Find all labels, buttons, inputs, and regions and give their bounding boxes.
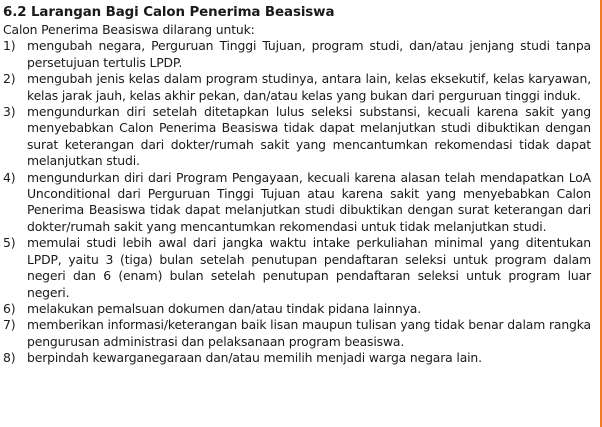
list-item <box>3 170 591 236</box>
list-item-text: mengubah jenis kelas dalam program studinya, antara lain, kelas eksekutif, kelas karyawan, kelas jarak jauh, kelas akhir pekan, dan/atau kelas yang bukan dari perguruan tinggi induk. <box>27 71 591 103</box>
list-item-text: mengubah negara, Perguruan Tinggi Tujuan, program studi, dan/atau jenjang studi tanpa persetujuan tertulis LPDP. <box>27 38 591 70</box>
list-item-text: mengundurkan diri setelah ditetapkan lulus seleksi substansi, kecuali karena sakit yang menyebabkan Calon Penerima Beasiswa tidak dapat melanjutkan studi dibuktikan dengan surat keterangan dari dokter/rumah sakit yang mencantumkan rekomendasi tidak dapat melanjutkan studi. <box>27 104 591 169</box>
list-item <box>3 104 591 170</box>
list-item-text: memulai studi lebih awal dari jangka waktu intake perkuliahan minimal yang ditentukan LPDP, yaitu 3 (tiga) bulan setelah penutupan pendaftaran seleksi untuk program dalam negeri dan 6 (enam) bulan setelah penutupan pendaftaran seleksi untuk program luar negeri. <box>27 235 591 300</box>
list-item-number: 3) <box>3 104 16 120</box>
list-item-text: mengundurkan diri dari Program Pengayaan, kecuali karena alasan telah mendapatkan LoA Unconditional dari Perguruan Tinggi Tujuan atau karena sakit yang menyebabkan Calon Penerima Beasiswa tidak dapat melanjutkan studi dibuktikan dengan surat keterangan dari dokter/rumah sakit yang mencantumkan rekomendasi untuk tidak melanjutkan studi. <box>27 169 591 234</box>
list-item <box>3 235 591 301</box>
document-page <box>3 4 591 367</box>
prohibition-list <box>3 38 591 366</box>
list-item <box>3 71 591 104</box>
list-item-text: berpindah kewarganegaraan dan/atau memilih menjadi warga negara lain. <box>27 350 482 366</box>
list-item-number: 5) <box>3 235 16 251</box>
list-item <box>3 38 591 71</box>
list-item-number: 1) <box>3 38 16 54</box>
list-item-number: 4) <box>3 169 16 185</box>
list-item <box>3 317 591 350</box>
list-item <box>3 350 591 366</box>
list-item-number: 8) <box>3 350 16 366</box>
list-item-number: 7) <box>3 317 16 333</box>
list-item-number: 2) <box>3 71 16 87</box>
section-heading: 6.2 Larangan Bagi Calon Penerima Beasiswa <box>3 5 335 20</box>
section-intro: Calon Penerima Beasiswa dilarang untuk: <box>3 22 255 37</box>
list-item-text: memberikan informasi/keterangan baik lisan maupun tulisan yang tidak benar dalam rangka pengurusan administrasi dan pelaksanaan program beasiswa. <box>27 317 591 349</box>
list-item-number: 6) <box>3 300 16 316</box>
list-item-text: melakukan pemalsuan dokumen dan/atau tindak pidana lainnya. <box>27 300 421 316</box>
list-item <box>3 301 591 317</box>
